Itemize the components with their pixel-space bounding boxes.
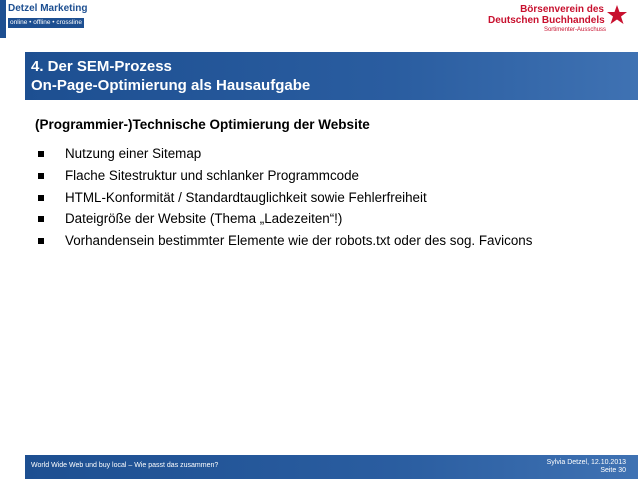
detzel-marketing-logo	[0, 0, 86, 38]
slide-title-line2: On-Page-Optimierung als Hausaufgabe	[31, 77, 311, 94]
bullet-icon	[38, 173, 44, 179]
list-item	[35, 233, 532, 255]
footer-page-number: Seite 30	[600, 467, 626, 474]
logo-mark	[0, 0, 6, 38]
star-icon	[606, 4, 628, 26]
bullet-text: Vorhandensein bestimmter Elemente wie der robots.txt oder des sog. Favicons	[65, 233, 533, 249]
footer-band	[25, 455, 638, 479]
list-item	[35, 168, 532, 190]
footer-meta	[547, 459, 626, 475]
bullet-text: Nutzung einer Sitemap	[65, 146, 202, 161]
logo-right-line3: Sortimenter-Ausschuss	[543, 27, 606, 33]
boersenverein-logo	[488, 4, 628, 38]
list-item	[35, 211, 532, 233]
bullet-icon	[38, 151, 44, 157]
bullet-text: Flache Sitestruktur und schlanker Programmcode	[65, 167, 359, 183]
bullet-list	[35, 146, 532, 255]
logo-right-line1: Börsenverein des	[520, 4, 604, 15]
bullet-icon	[38, 195, 44, 201]
slide-title: 4. Der SEM-Prozess	[31, 58, 172, 75]
list-item	[35, 190, 532, 212]
bullet-icon	[38, 238, 44, 244]
title-band	[25, 52, 638, 100]
bullet-text: Dateigröße der Website (Thema „Ladezeiten“!)	[65, 211, 343, 227]
logo-tagline: online • offline • crossline	[10, 19, 82, 26]
footer-author-date: Sylvia Detzel, 12.10.2013	[546, 459, 626, 466]
list-item	[35, 146, 532, 168]
footer-title: World Wide Web und buy local – Wie passt das zusammen?	[31, 462, 219, 469]
bullet-icon	[38, 216, 44, 222]
bullet-text: HTML-Konformität / Standardtauglichkeit sowie Fehlerfreiheit	[65, 189, 427, 205]
slide-subtitle: (Programmier-)Technische Optimierung der Website	[35, 117, 370, 132]
logo-name: Detzel Marketing	[8, 3, 88, 14]
logo-right-line2: Deutschen Buchhandels	[488, 15, 605, 26]
